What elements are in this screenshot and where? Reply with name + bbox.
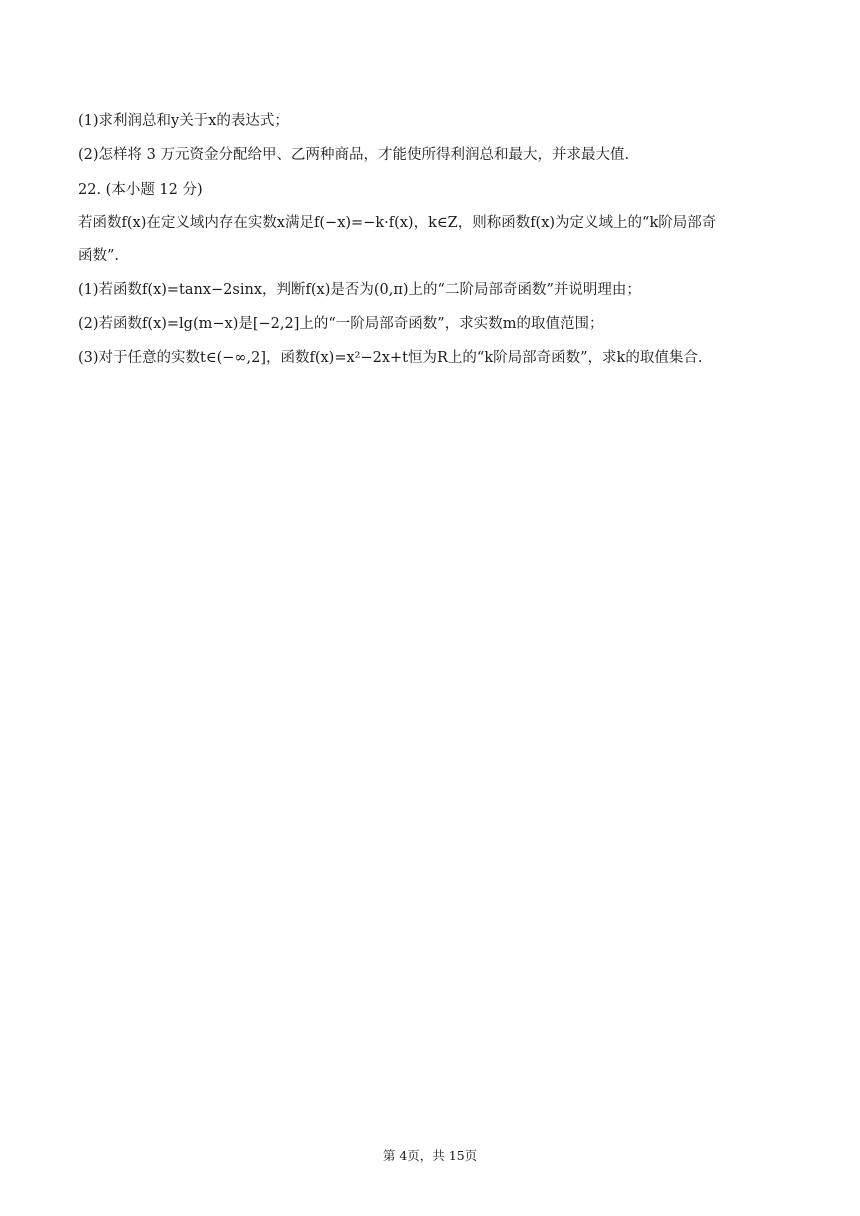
question-22-heading: 22. (本小题 12 分) xyxy=(78,182,203,198)
question-22-part-1: (1)若函数f(x)=tanx−2sinx，判断f(x)是否为(0,π)上的“二阶局部奇函数”并说明理由； xyxy=(78,282,641,298)
question-21-part-1: (1)求利润总和y关于x的表达式； xyxy=(78,113,289,129)
question-22-part-2: (2)若函数f(x)=lg(m−x)是[−2,2]上的“一阶局部奇函数”，求实数m的取值范围； xyxy=(78,316,604,332)
question-21-part-2: (2)怎样将 3 万元资金分配给甲、乙两种商品，才能使所得利润总和最大，并求最大值. xyxy=(78,147,630,163)
question-22-part-3: (3)对于任意的实数t∈(−∞,2]，函数f(x)=x²−2x+t恒为R上的“k阶局部奇函数”，求k的取值集合. xyxy=(78,350,703,366)
question-22-definition-line-2: 函数”. xyxy=(78,248,120,264)
question-22-definition-line-1: 若函数f(x)在定义域内存在实数x满足f(−x)=−k·f(x)，k∈Z，则称函数f(x)为定义域上的“k阶局部奇 xyxy=(78,215,717,231)
page-number-footer: 第 4页，共 15页 xyxy=(382,1148,478,1163)
